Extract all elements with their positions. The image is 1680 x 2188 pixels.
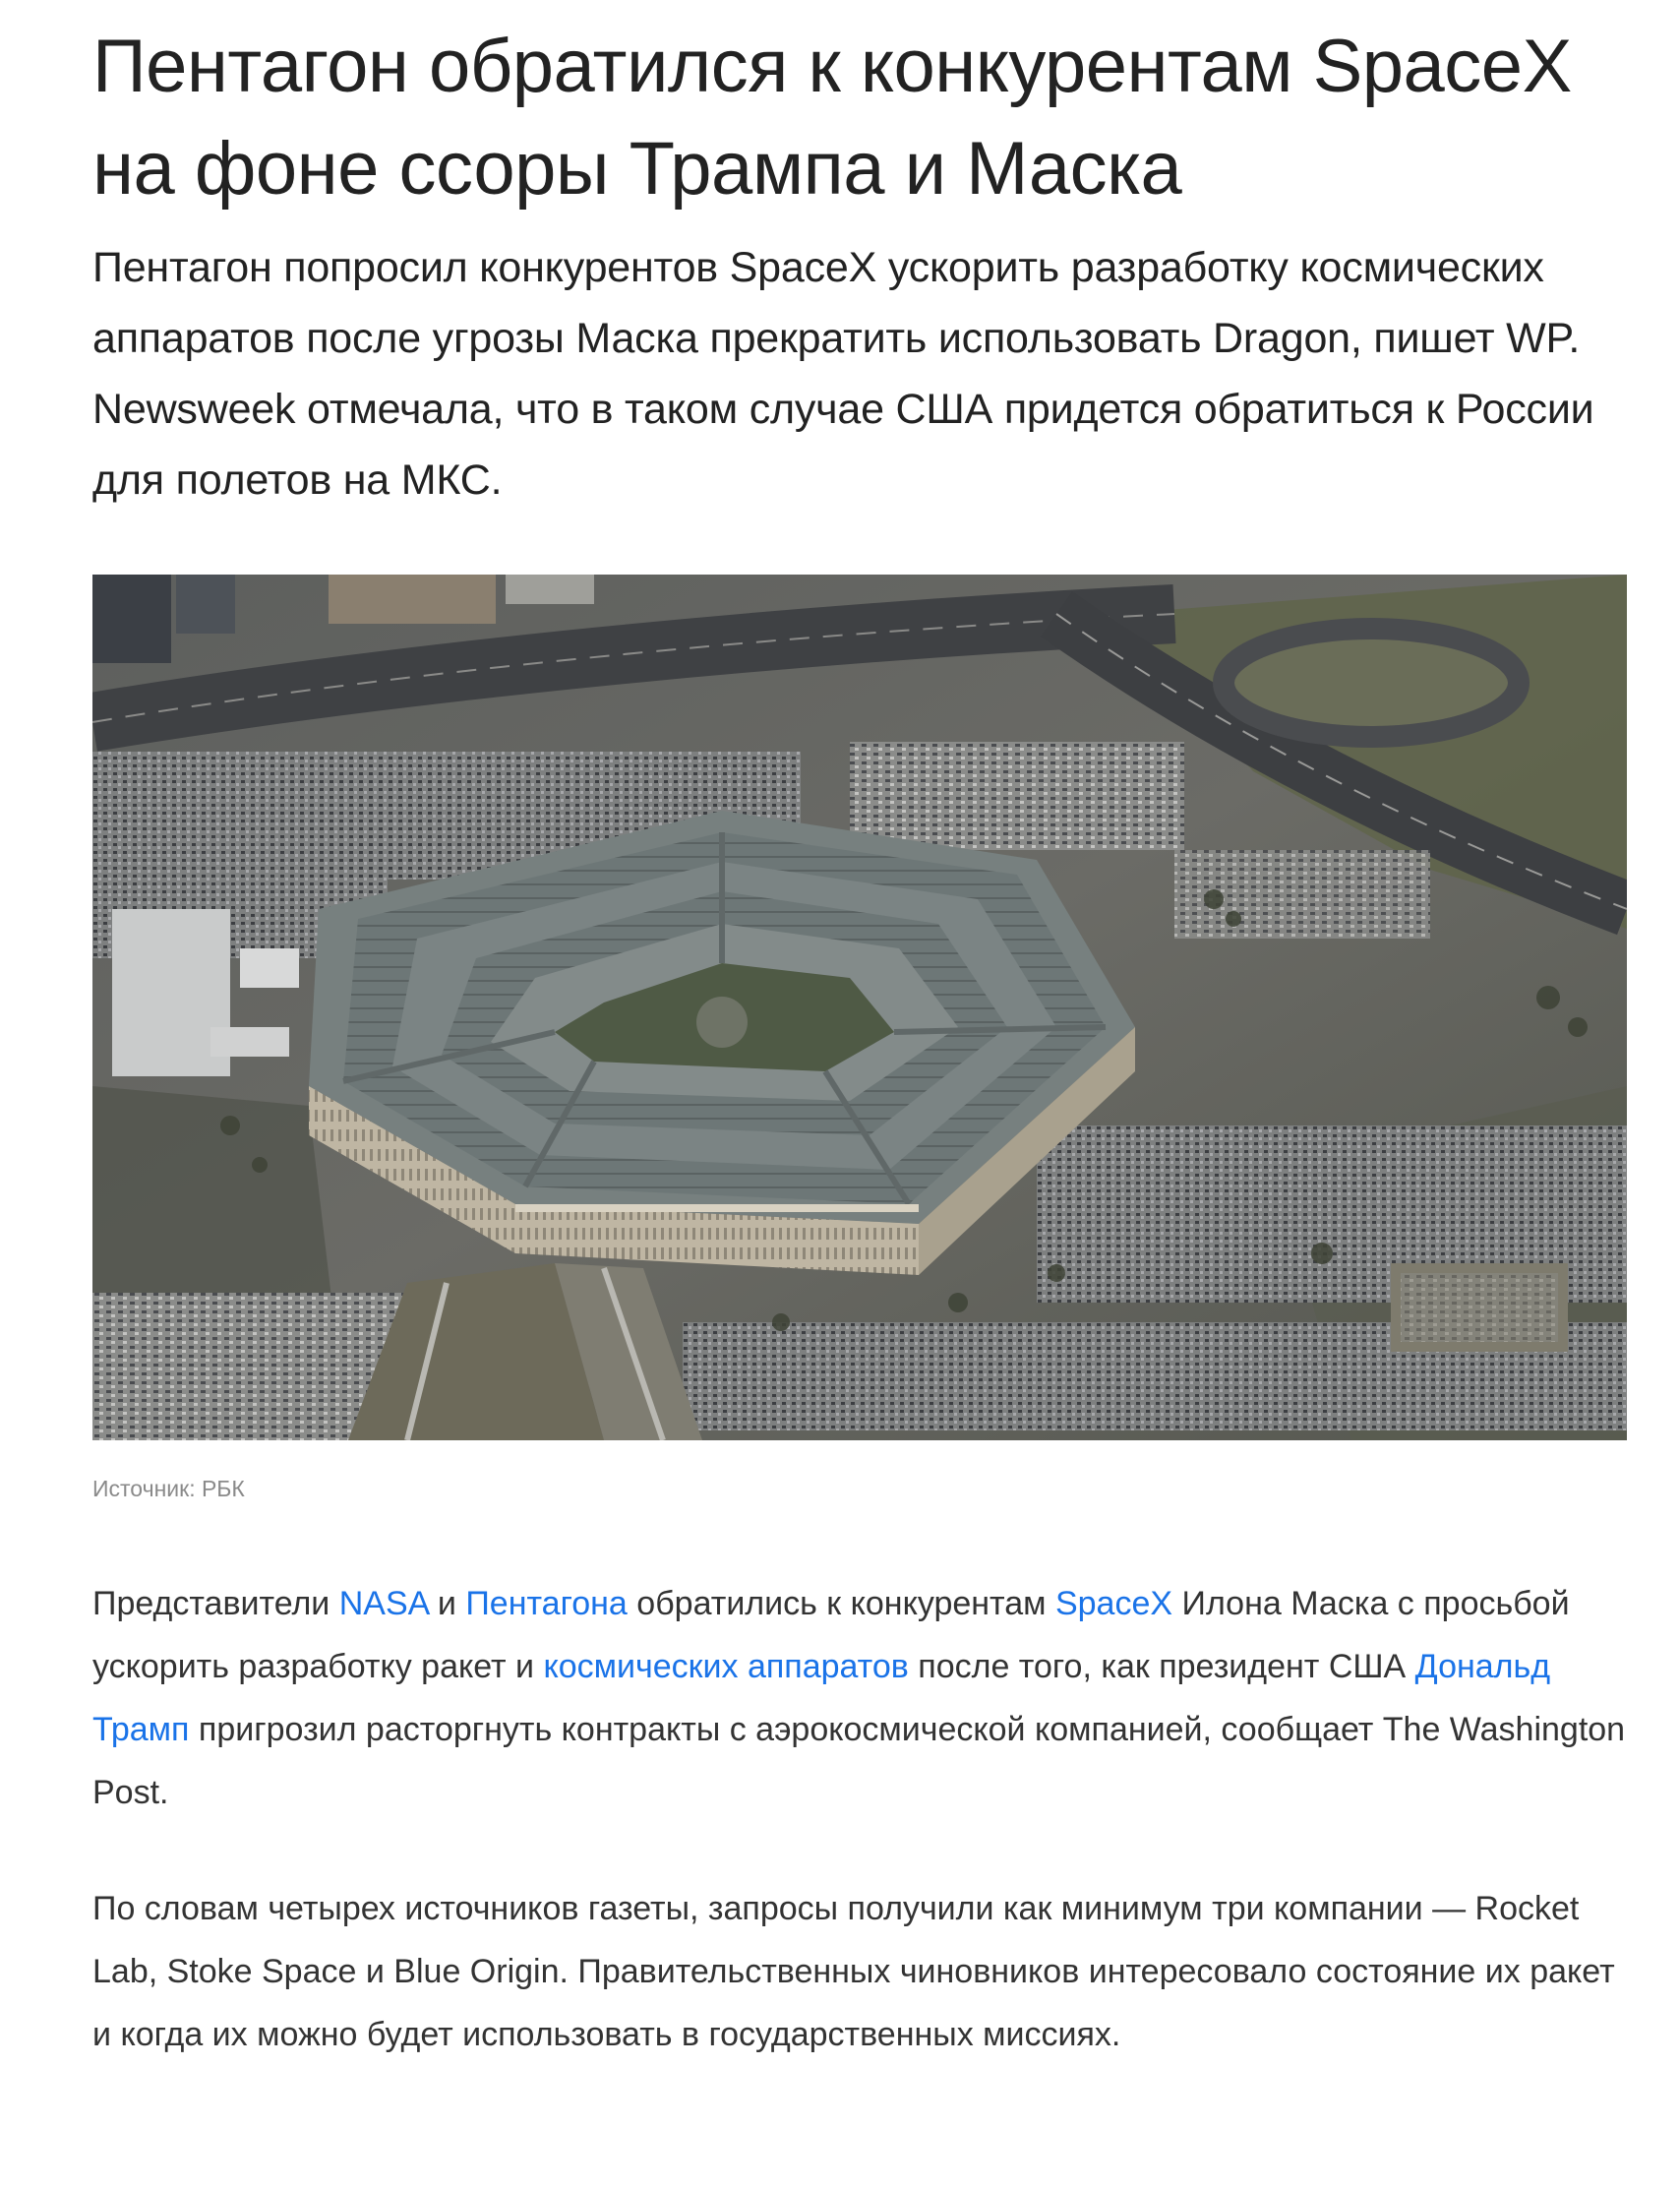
article-lead: Пентагон попросил конкурентов SpaceX ускорить разработку космических аппаратов после угрозы Маска прекратить использовать Dragon, пишет WP. Newsweek отмечала, что в таком случае США придется обратиться к России для полетов на МКС. [92,244,1594,504]
article-figure [92,575,1627,1503]
paragraph-text: обратились к конкурентам [627,1585,1055,1622]
link-spacecraft[interactable]: космических аппаратов [543,1648,909,1685]
paragraph-text: и [428,1585,466,1622]
paragraph-1 [92,1572,1627,1824]
article [92,0,1627,2053]
article-body [92,1572,1627,2119]
paragraph-text: Представители [92,1585,339,1622]
link-spacex[interactable]: SpaceX [1054,1585,1173,1622]
pentagon-aerial-photo[interactable] [92,575,1627,1440]
paragraph-text: пригрозил расторгнуть контракты с аэрокосмической компанией, сообщает The Washington Post. [92,1711,1626,1811]
image-caption: Источник: РБК [92,1476,245,1501]
link-pentagon[interactable]: Пентагона [465,1585,628,1622]
paragraph-text: после того, как президент США [908,1648,1415,1685]
link-trump[interactable]: Дональд Трамп [92,1648,1551,1748]
article-headline: Пентагон обратился к конкурентам SpaceX на фоне ссоры Трампа и Маска [92,25,1572,211]
paragraph-text: Илона Маска с просьбой ускорить разработку ракет и [92,1585,1570,1685]
paragraph-2: По словам четырех источников газеты, запросы получили как минимум три компании — Rocket Lab, Stoke Space и Blue Origin. Правительственных чиновников интересовало состояние их ракет и когда их можно будет использовать в государственных миссиях. [92,1890,1615,2053]
link-nasa[interactable]: NASA [338,1585,429,1622]
